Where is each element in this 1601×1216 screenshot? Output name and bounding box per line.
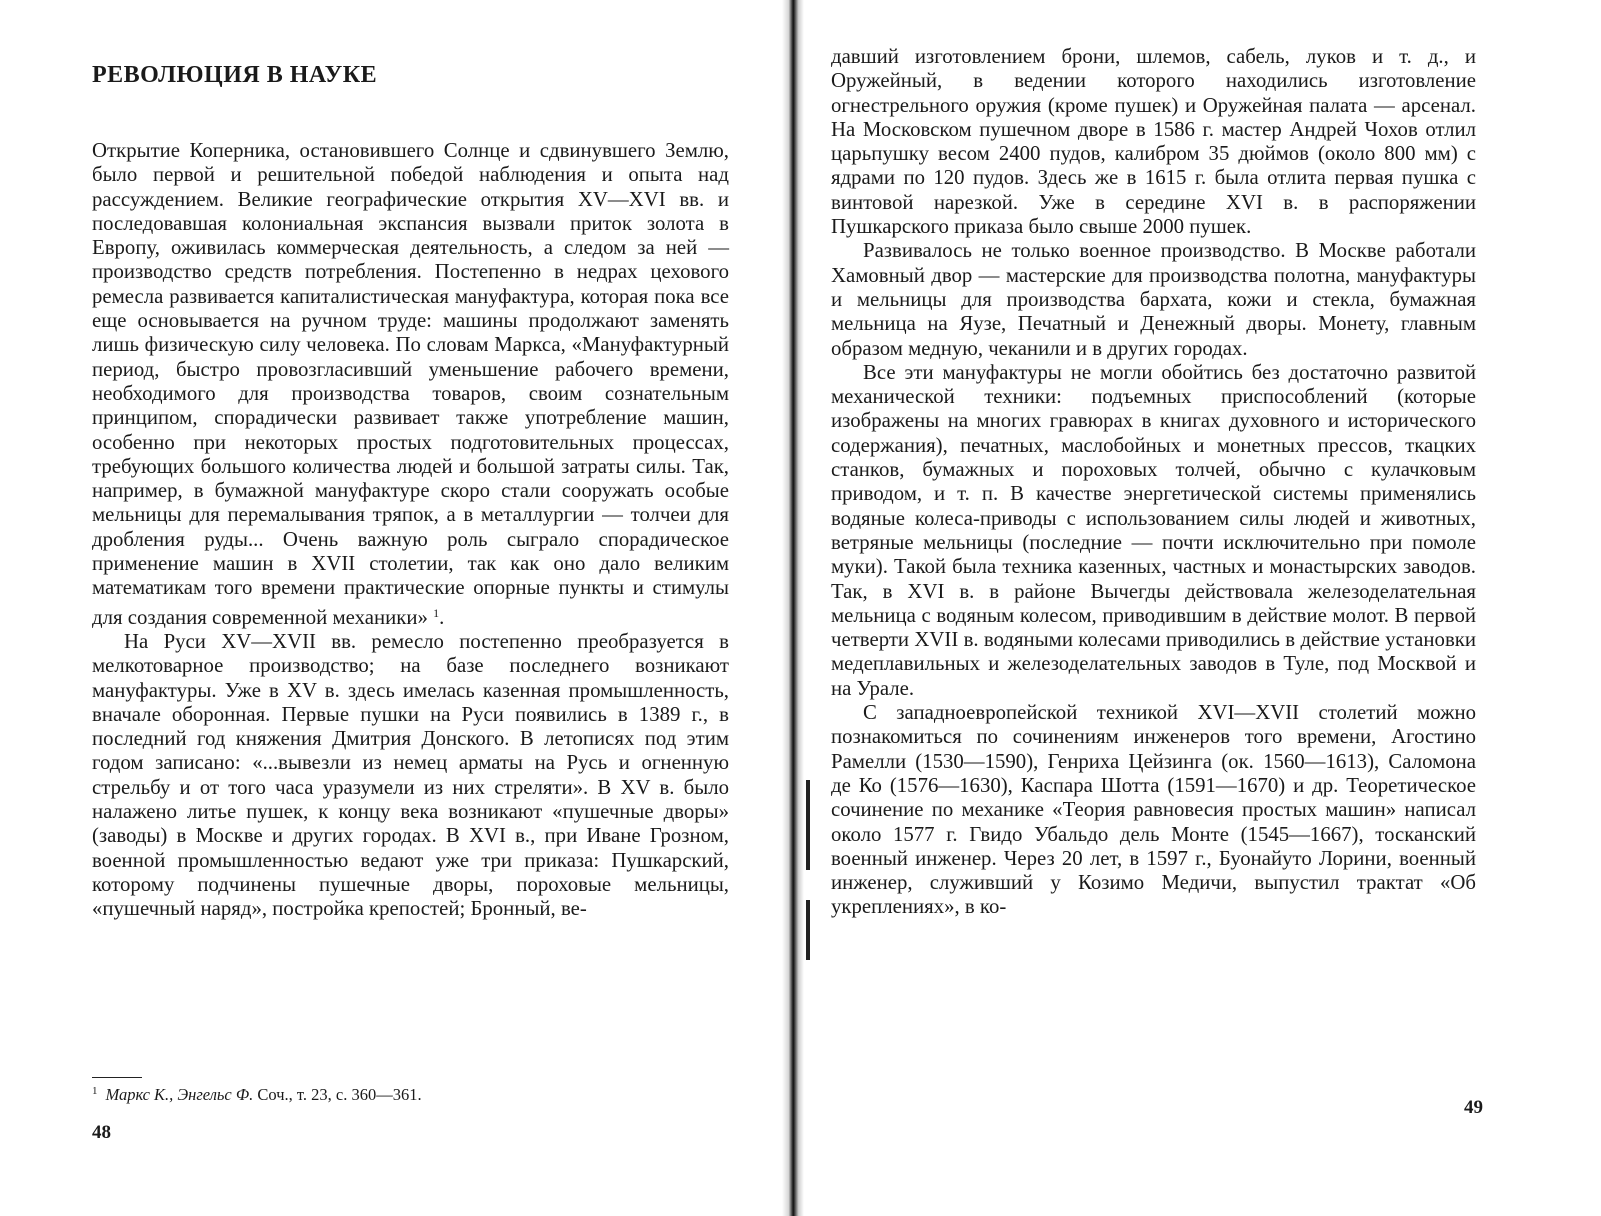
paragraph-text: Открытие Коперника, остановившего Солнце и сдвинувшего Землю, было первой и решительной победой наблюдения и опыта над рассуждением. Великие географические открытия XV—XVI вв. и последовавшая колониальная экспансия вызвали приток золота в Европу, оживилась коммерческая деятельность, а следом за ней — производство средств потребления. Постепенно в недрах цехового ремесла развивается капиталистическая мануфактура, которая пока все еще основывается на ручном труде: машины продолжают заменять лишь физическую силу человека. По словам Маркса, «Мануфактурный период, быстро провозгласивший уменьшение рабочего времени, необходимого для производства товаров, своим сознательным принципом, спорадически развивает также употребление машин, особенно при некоторых простых подготовительных процессах, требующих большого количества людей и большой затраты силы. Так, например, в бумажной мануфактуре скоро стали сооружать особые мельницы для перемалывания тряпок, а в металлургии — толчеи для дробления руды... Очень важную роль сыграло спорадическое применение машин в XVII столетии, так как оно дало великим математикам того времени практические опорные пункты и стимулы для создания современной механики»: [92, 139, 729, 629]
paragraph: Открытие Коперника, остановившего Солнце и сдвинувшего Землю, было первой и решительной победой наблюдения и опыта над рассуждением. Великие географические открытия XV—XVI вв. и последовавшая колониальная экспансия вызвали приток золота в Европу, оживилась коммерческая деятельность, а следом за ней — производство средств потребления. Постепенно в недрах цехового ремесла развивается капиталистическая мануфактура, которая пока все еще основывается на ручном труде: машины продолжают заменять лишь физическую силу человека. По словам Маркса, «Мануфактурный период, быстро провозгласивший уменьшение рабочего времени, необходимого для производства товаров, своим сознательным принципом, спорадически развивает также употребление машин, особенно при некоторых простых подготовительных процессах, требующих большого количества людей и большой затраты силы. Так, например, в бумажной мануфактуре скоро стали сооружать особые мельницы для перемалывания тряпок, а в металлургии — толчеи для дробления руды... Очень важную роль сыграло спорадическое применение машин в XVII столетии, так как оно дало великим математикам того времени практические опорные пункты и стимулы для создания современной механики» $^1$.: [92, 139, 729, 629]
footnote-reference[interactable]: 1: [433, 605, 440, 620]
left-page: [0, 0, 790, 1216]
paragraph: С западноевропейской техникой XVI—XVII столетий можно познакомиться по сочинениям инженеров того времени, Агостино Рамелли (1530—1590), Генриха Цейзинга (ок. 1560—1613), Саломона де Ко (1576—1630), Каспара Шотта (1591—1670) и др. Теоретическое сочинение по механике «Теория равновесия простых машин» написал около 1577 г. Гвидо Убальдо дель Монте (1545—1667), тосканский военный инженер. Через 20 лет, в 1597 г., Буонайуто Лорини, военный инженер, служивший у Козимо Медичи, выпустил трактат «Об укреплениях», в ко-: [831, 701, 1476, 919]
paragraph: Все эти мануфактуры не могли обойтись без достаточно развитой механической техники: подъемных приспособлений (которые изображены на многих гравюрах в книгах духовного и исторического содержания), печатных, маслобойных и монетных прессов, ткацких станков, бумажных и пороховых толчей, обычно с кулачковым приводом, и т. п. В качестве энергетической системы применялись водяные колеса-приводы с использованием силы людей и животных, ветряные мельницы (последние — почти исключительно при помоле муки). Такой была техника казенных, частных и монастырских заводов. Так, в XVI в. в районе Вычегды действовала железоделательная мельница с водяным колесом, приводившим в действие молот. В первой четверти XVII в. водяными колесами приводились в действие установки медеплавильных и железоделательных заводов в Туле, под Москвой и на Урале.: [831, 360, 1476, 700]
page-number: 48: [92, 1122, 111, 1143]
footnote-source: Соч., т. 23, с. 360—361.: [257, 1085, 422, 1104]
paragraph-text: На Руси XV—XVII вв. ремесло постепенно преобразуется в мелкотоварное производство; на базе последнего возникают мануфактуры. Уже в XV в. здесь имелась казенная промышленность, вначале оборонная. Первые пушки на Руси появились в 1389 г., в последний год княжения Дмитрия Донского. В летописях под этим годом записано: «...вывезли из немец арматы на Русь и огненную стрельбу и от того часа уразумели из них стреляти». В XV в. было налажено литье пушек, к концу века возникают «пушечные дворы» (заводы) в Москве и других городах. В XVI в., при Иване Грозном, военной промышленностью ведают уже три приказа: Пушкарский, которому подчинены пушечные дворы, пороховые мельницы, «пушечный наряд», постройка крепостей; Бронный, ве-: [92, 629, 729, 921]
paragraph: давший изготовлением брони, шлемов, сабель, луков и т. д., и Оружейный, в ведении которого находились изготовление огнестрельного оружия (кроме пушек) и Оружейная палата — арсенал. На Московском пушечном дворе в 1586 г. мастер Андрей Чохов отлил царьпушку весом 2400 пудов, калибром 35 дюймов (около 800 мм) с ядрами по 120 пудов. Здесь же в 1615 г. была отлита первая пушка с винтовой нарезкой. Уже в середине XVI в. в распоряжении Пушкарского приказа было свыше 2000 пушек.: [831, 45, 1476, 239]
footnote-mark: 1: [92, 1085, 98, 1097]
paragraph: [92, 630, 729, 922]
right-page-body: [831, 45, 1476, 920]
chapter-heading: РЕВОЛЮЦИЯ В НАУКЕ: [92, 62, 378, 88]
footnote-author: Маркс К., Энгельс Ф.: [105, 1085, 254, 1104]
footnote: [92, 1085, 422, 1105]
page-number: 49: [1464, 1097, 1483, 1118]
left-page-body: [92, 139, 729, 922]
footnote-divider: [92, 1077, 142, 1078]
paragraph: Развивалось не только военное производство. В Москве работали Хамовный двор — мастерские для производства полотна, мануфактуры и мельницы для производства бархата, кожи и стекла, бумажная мельница на Яузе, Печатный и Денежный дворы. Монету, главным образом медную, чеканили и в других городах.: [831, 239, 1476, 360]
